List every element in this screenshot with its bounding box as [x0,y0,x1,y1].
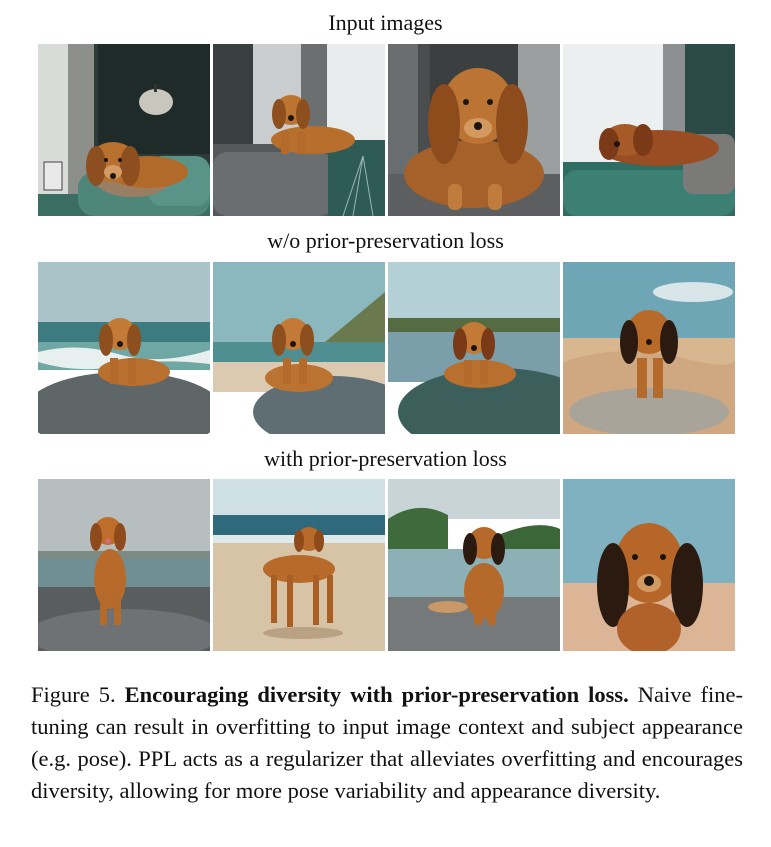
row-input-images [38,44,737,216]
figure-label: Figure 5. [31,682,116,707]
input-image-3 [388,44,560,216]
input-image-1 [38,44,210,216]
input-image-2 [213,44,385,216]
row-without-ppl [38,262,737,434]
without-ppl-image-1 [38,262,210,434]
caption-body: Naive fine-tuning can result in overfitting to input image context and subject appearance (e.g. pose). PPL acts as a regularizer that alleviates overfitting and encourages diversity, allowing for more pose variability and appearance diversity. [31,682,743,803]
with-ppl-image-3 [388,479,560,651]
with-ppl-image-1 [38,479,210,651]
row-with-ppl [38,479,737,651]
figure-caption [31,679,743,807]
with-ppl-image-2 [213,479,385,651]
without-ppl-image-2 [213,262,385,434]
row-title-input-images: Input images [328,10,443,35]
row-title-without-ppl: w/o prior-preservation loss [267,228,504,253]
caption-title: Encouraging diversity with prior-preservation loss. [124,682,629,707]
input-image-4 [563,44,735,216]
without-ppl-image-3 [388,262,560,434]
without-ppl-image-4 [563,262,735,434]
with-ppl-image-4 [563,479,735,651]
row-title-with-ppl: with prior-preservation loss [264,446,507,471]
